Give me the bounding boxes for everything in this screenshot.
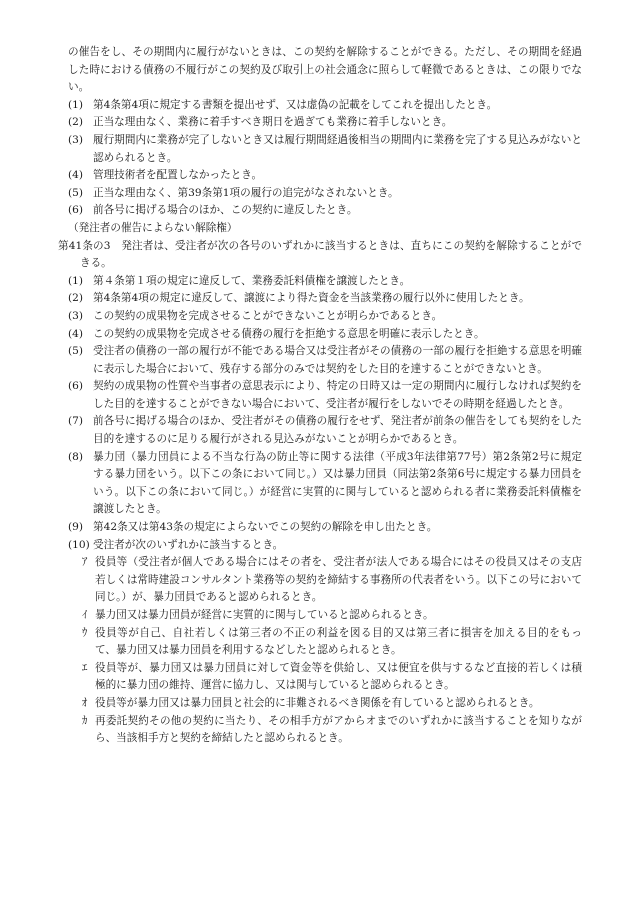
intro-paragraph: の催告をし、その期間内に履行がないときは、この契約を解除することができる。ただし、その期間を経過した時における債務の不履行がこの契約及び取引上の社会通念に照らして軽微であるときは、この限りでない。 — [68, 46, 582, 94]
sub-item-label: ｶ — [82, 714, 88, 727]
item-text: 受注者の債務の一部の履行が不能である場合又は受注者がその債務の一部の履行を拒絶する意思を明確に表示した場合において、残存する部分のみでは契約をした目的を達することができないとき。 — [93, 345, 582, 375]
sub-item-label: ｴ — [82, 661, 88, 674]
list-item — [66, 519, 582, 537]
item-number: (1) — [68, 274, 84, 287]
list-item — [66, 97, 582, 115]
sub-item — [66, 713, 582, 748]
sub-item-text: 役員等が暴力団又は暴力団員と社会的に非難されるべき関係を有していると認められるとき。 — [95, 696, 540, 709]
item-list-b — [66, 273, 582, 555]
list-item — [66, 413, 582, 448]
item-number: (9) — [68, 521, 84, 534]
sub-item-label: ｳ — [82, 626, 88, 639]
item-text: 管理技術者を配置しなかったとき。 — [93, 169, 263, 182]
sub-item — [66, 554, 582, 607]
item-number: (2) — [68, 292, 84, 305]
sub-item-label: ｵ — [82, 696, 88, 709]
item-number: (1) — [68, 98, 84, 111]
item-number: (8) — [68, 450, 84, 463]
item-text: 第４条第１項の規定に違反して、業務委託料債権を譲渡したとき。 — [93, 274, 411, 287]
item-number: (3) — [68, 309, 84, 322]
item-text: 契約の成果物の性質や当事者の意思表示により、特定の日時又は一定の期間内に履行しなければ契約をした目的を達することができない場合において、受注者が履行をしないでその時期を経過したとき。 — [93, 380, 582, 410]
sub-item-text: 再委託契約その他の契約に当たり、その相手方がアからオまでのいずれかに該当することを知りながら、当該相手方と契約を締結したと認められるとき。 — [95, 714, 582, 745]
list-item — [66, 378, 582, 413]
list-item — [66, 449, 582, 519]
sub-item-text: 役員等が自己、自社若しくは第三者の不正の利益を図る目的又は第三者に損害を加える目的をもって、暴力団又は暴力団員を利用するなどしたと認められるとき。 — [95, 626, 582, 657]
sub-item-list — [66, 554, 582, 748]
item-text: この契約の成果物を完成させる債務の履行を拒絶する意思を明確に表示したとき。 — [93, 327, 485, 340]
item-text: 履行期間内に業務が完了しないとき又は履行期間経過後相当の期間内に業務を完了する見込みがないと認められるとき。 — [93, 133, 582, 164]
list-item — [66, 132, 582, 167]
item-number: (4) — [68, 169, 84, 182]
item-number: (10) — [68, 538, 90, 551]
list-item — [66, 537, 582, 555]
item-number: (2) — [68, 116, 84, 129]
item-number: (5) — [68, 345, 84, 358]
list-item — [66, 326, 582, 344]
list-item — [66, 290, 582, 308]
list-item — [66, 114, 582, 132]
item-text: 正当な理由なく、第39条第1項の履行の追完がなされないとき。 — [93, 186, 399, 199]
item-number: (4) — [68, 327, 84, 340]
sub-item-label: ｱ — [82, 556, 88, 569]
list-item — [66, 343, 582, 378]
list-item — [66, 308, 582, 326]
item-number: (6) — [68, 380, 84, 393]
sub-item-text: 役員等が、暴力団又は暴力団員に対して資金等を供給し、又は便宜を供与するなど直接的若しくは積極的に暴力団の維持、運営に協力し、又は関与していると認められるとき。 — [95, 661, 582, 692]
sub-item-text: 役員等（受注者が個人である場合にはその者を、受注者が法人である場合にはその役員又はその支店若しくは常時建設コンサルタント業務等の契約を締結する事務所の代表者をいう。以下この号において同じ。）が、暴力団員であると認められるとき。 — [95, 556, 582, 604]
item-text: 第4条第4項に規定する書類を提出せず、又は虚偽の記載をしてこれを提出したとき。 — [93, 98, 498, 111]
item-list-a — [66, 97, 582, 220]
item-number: (5) — [68, 186, 84, 199]
item-text: 前各号に掲げる場合のほか、受注者がその債務の履行をせず、発注者が前条の催告をしても契約をした目的を達するのに足りる履行がされる見込みがないことが明らかであるとき。 — [93, 415, 582, 446]
item-text: 受注者が次のいずれかに該当するとき。 — [93, 538, 284, 551]
item-number: (6) — [68, 204, 84, 217]
item-number: (3) — [68, 133, 84, 146]
item-text: 第42条又は第43条の規定によらないでこの契約の解除を申し出たとき。 — [93, 521, 438, 534]
list-item — [66, 202, 582, 220]
item-text: 正当な理由なく、業務に着手すべき期日を過ぎても業務に着手しないとき。 — [93, 116, 453, 129]
item-number: (7) — [68, 415, 84, 428]
list-item — [66, 273, 582, 291]
sub-item — [66, 607, 582, 625]
list-item — [66, 167, 582, 185]
sub-item — [66, 660, 582, 695]
article-paragraph: 第41条の3 発注者は、受注者が次の各号のいずれかに該当するときは、直ちにこの契約を解除することができる。 — [58, 239, 582, 270]
item-text: 暴力団（暴力団員による不当な行為の防止等に関する法律（平成3年法律第77号）第2条第2号に規定する暴力団をいう。以下この条において同じ。）又は暴力団員（同法第2条第6号に規定する暴力団員をいう。以下この条において同じ。）が経営に実質的に関与していると認められる者に業務委託料債権を譲渡したとき。 — [93, 450, 582, 516]
list-item — [66, 185, 582, 203]
section-heading: （発注者の催告によらない解除権） — [68, 221, 238, 234]
sub-item — [66, 625, 582, 660]
item-text: 第4条第4項の規定に違反して、譲渡により得た資金を当該業務の履行以外に使用したとき。 — [93, 292, 530, 305]
item-text: 前各号に掲げる場合のほか、この契約に違反したとき。 — [93, 204, 358, 217]
sub-item-text: 暴力団又は暴力団員が経営に実質的に関与していると認められるとき。 — [95, 609, 434, 621]
item-text: この契約の成果物を完成させることができないことが明らかであるとき。 — [93, 309, 443, 322]
sub-item-label: ｲ — [82, 609, 88, 621]
sub-item — [66, 695, 582, 713]
